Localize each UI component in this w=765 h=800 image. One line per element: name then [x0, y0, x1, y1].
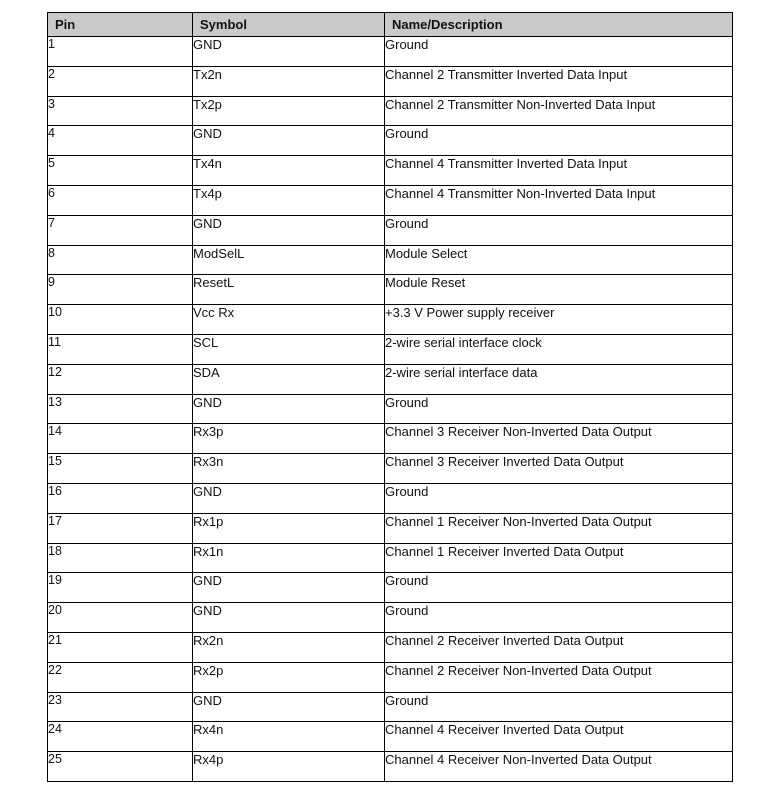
- pin-cell: 24: [48, 722, 193, 752]
- description-cell: Channel 4 Receiver Non-Inverted Data Output: [385, 752, 733, 782]
- table-row: [48, 752, 733, 782]
- symbol-cell: ModSelL: [193, 245, 385, 275]
- table-row: [48, 603, 733, 633]
- pin-cell: 15: [48, 454, 193, 484]
- pin-cell: 4: [48, 126, 193, 156]
- symbol-cell: GND: [193, 483, 385, 513]
- pin-cell: 21: [48, 632, 193, 662]
- symbol-cell: GND: [193, 126, 385, 156]
- pin-cell: 25: [48, 752, 193, 782]
- symbol-cell: GND: [193, 37, 385, 67]
- description-cell: Channel 4 Transmitter Non-Inverted Data Input: [385, 185, 733, 215]
- symbol-cell: ResetL: [193, 275, 385, 305]
- symbol-cell: Vcc Rx: [193, 305, 385, 335]
- description-cell: Ground: [385, 215, 733, 245]
- pin-cell: 12: [48, 364, 193, 394]
- table-row: [48, 722, 733, 752]
- table-row: [48, 185, 733, 215]
- table-row: [48, 96, 733, 126]
- pin-cell: 22: [48, 662, 193, 692]
- pin-description-table: [47, 12, 733, 782]
- pin-cell: 18: [48, 543, 193, 573]
- table-row: [48, 483, 733, 513]
- pin-cell: 9: [48, 275, 193, 305]
- description-cell: Channel 2 Transmitter Non-Inverted Data Input: [385, 96, 733, 126]
- symbol-cell: Rx4p: [193, 752, 385, 782]
- pin-cell: 23: [48, 692, 193, 722]
- symbol-cell: GND: [193, 394, 385, 424]
- symbol-cell: Tx4p: [193, 185, 385, 215]
- symbol-cell: Rx3p: [193, 424, 385, 454]
- table-row: [48, 632, 733, 662]
- pin-cell: 7: [48, 215, 193, 245]
- table-row: [48, 543, 733, 573]
- symbol-cell: GND: [193, 573, 385, 603]
- symbol-cell: SDA: [193, 364, 385, 394]
- description-cell: Module Select: [385, 245, 733, 275]
- table-row: [48, 364, 733, 394]
- pin-cell: 3: [48, 96, 193, 126]
- table-row: [48, 66, 733, 96]
- description-cell: 2-wire serial interface data: [385, 364, 733, 394]
- table-row: [48, 424, 733, 454]
- table-row: [48, 245, 733, 275]
- table-header-row: [48, 13, 733, 37]
- symbol-cell: Tx4n: [193, 156, 385, 186]
- pin-cell: 11: [48, 334, 193, 364]
- pin-cell: 5: [48, 156, 193, 186]
- description-cell: Channel 1 Receiver Non-Inverted Data Output: [385, 513, 733, 543]
- pin-cell: 16: [48, 483, 193, 513]
- symbol-cell: Rx3n: [193, 454, 385, 484]
- description-cell: Channel 3 Receiver Non-Inverted Data Output: [385, 424, 733, 454]
- symbol-cell: Rx1p: [193, 513, 385, 543]
- table-row: [48, 305, 733, 335]
- description-cell: Ground: [385, 126, 733, 156]
- pin-cell: 6: [48, 185, 193, 215]
- table-row: [48, 454, 733, 484]
- description-cell: Channel 4 Receiver Inverted Data Output: [385, 722, 733, 752]
- description-cell: Channel 2 Receiver Inverted Data Output: [385, 632, 733, 662]
- header-pin: Pin: [48, 13, 193, 37]
- table-row: [48, 662, 733, 692]
- description-cell: Ground: [385, 573, 733, 603]
- pin-cell: 19: [48, 573, 193, 603]
- table-row: [48, 215, 733, 245]
- symbol-cell: SCL: [193, 334, 385, 364]
- description-cell: Channel 2 Transmitter Inverted Data Input: [385, 66, 733, 96]
- description-cell: Channel 2 Receiver Non-Inverted Data Output: [385, 662, 733, 692]
- description-cell: Channel 3 Receiver Inverted Data Output: [385, 454, 733, 484]
- table-row: [48, 126, 733, 156]
- pin-cell: 8: [48, 245, 193, 275]
- pin-cell: 2: [48, 66, 193, 96]
- table-row: [48, 394, 733, 424]
- description-cell: +3.3 V Power supply receiver: [385, 305, 733, 335]
- description-cell: Ground: [385, 394, 733, 424]
- description-cell: 2-wire serial interface clock: [385, 334, 733, 364]
- symbol-cell: GND: [193, 215, 385, 245]
- header-description: Name/Description: [385, 13, 733, 37]
- description-cell: Ground: [385, 603, 733, 633]
- symbol-cell: Rx4n: [193, 722, 385, 752]
- symbol-cell: GND: [193, 692, 385, 722]
- description-cell: Channel 4 Transmitter Inverted Data Input: [385, 156, 733, 186]
- description-cell: Ground: [385, 692, 733, 722]
- symbol-cell: Rx2n: [193, 632, 385, 662]
- table-row: [48, 334, 733, 364]
- table-row: [48, 37, 733, 67]
- table-row: [48, 156, 733, 186]
- description-cell: Module Reset: [385, 275, 733, 305]
- table-row: [48, 692, 733, 722]
- symbol-cell: Rx1n: [193, 543, 385, 573]
- header-symbol: Symbol: [193, 13, 385, 37]
- symbol-cell: Tx2p: [193, 96, 385, 126]
- pin-cell: 13: [48, 394, 193, 424]
- table-row: [48, 513, 733, 543]
- pin-cell: 14: [48, 424, 193, 454]
- description-cell: Ground: [385, 37, 733, 67]
- description-cell: Ground: [385, 483, 733, 513]
- table-row: [48, 275, 733, 305]
- description-cell: Channel 1 Receiver Inverted Data Output: [385, 543, 733, 573]
- table-body: [48, 37, 733, 782]
- pin-cell: 17: [48, 513, 193, 543]
- pin-cell: 20: [48, 603, 193, 633]
- symbol-cell: Rx2p: [193, 662, 385, 692]
- pin-cell: 10: [48, 305, 193, 335]
- table-row: [48, 573, 733, 603]
- pin-cell: 1: [48, 37, 193, 67]
- symbol-cell: Tx2n: [193, 66, 385, 96]
- symbol-cell: GND: [193, 603, 385, 633]
